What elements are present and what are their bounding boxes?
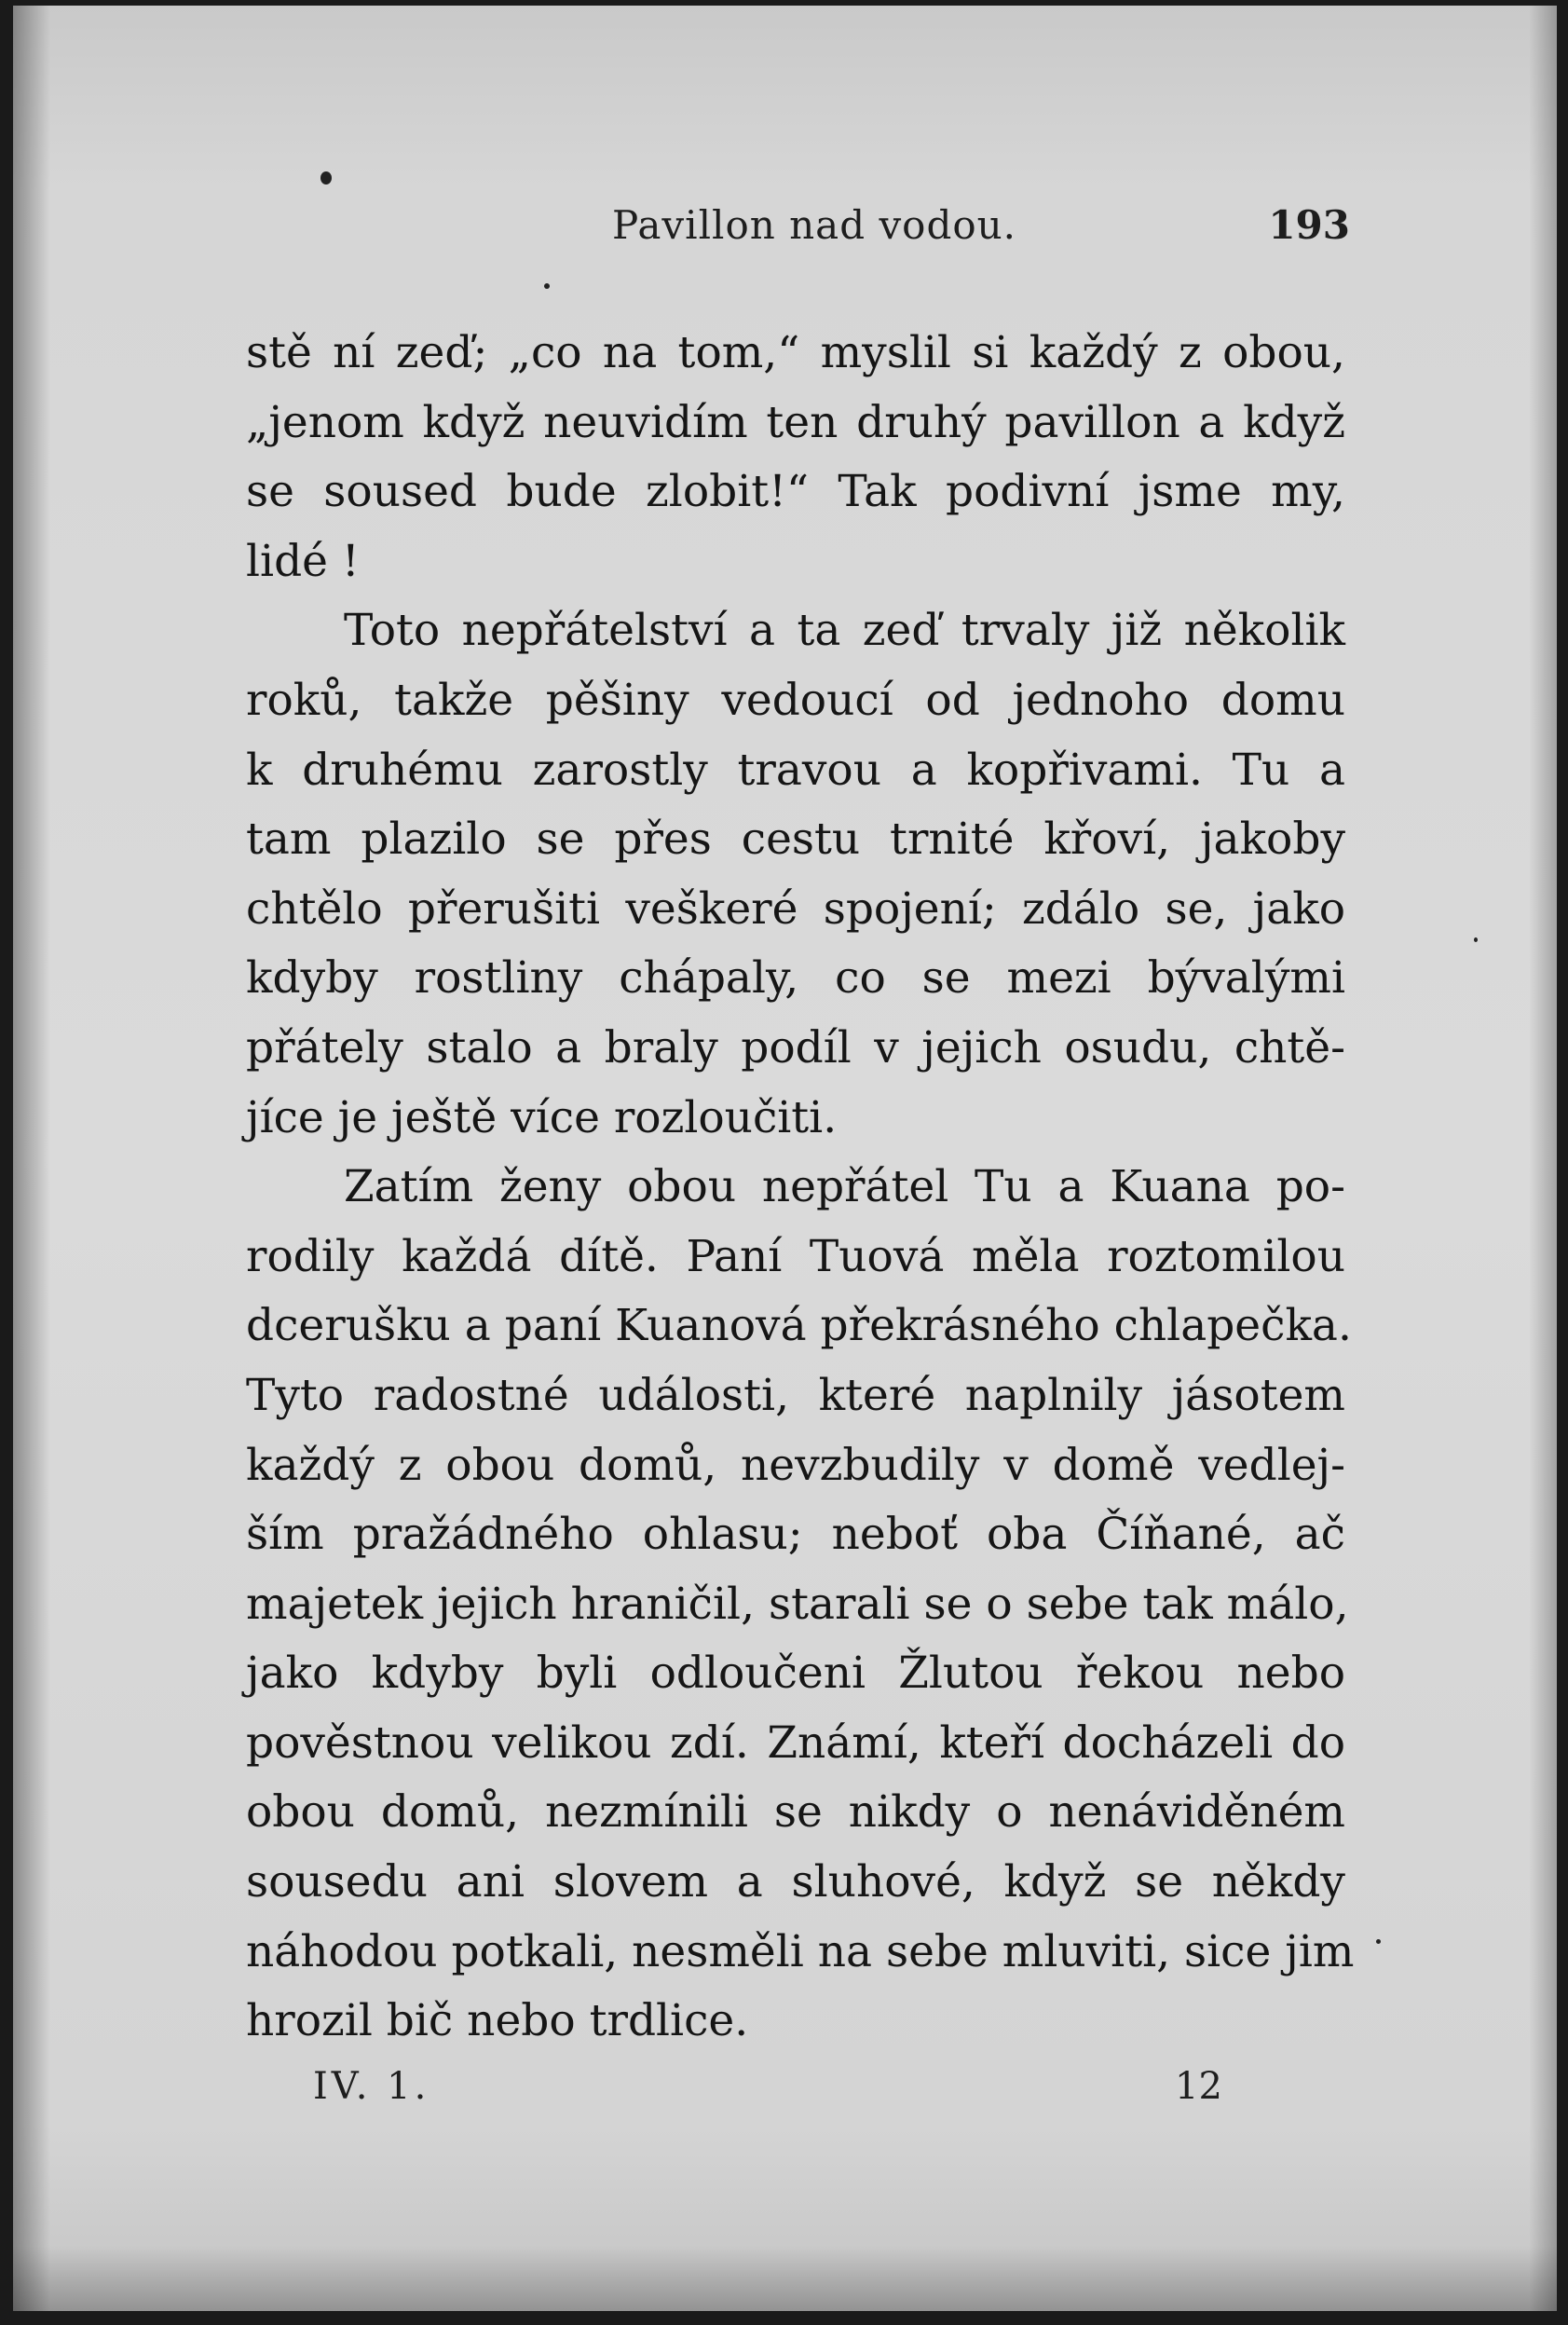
text-line: náhodou potkali, nesměli na sebe mluviti, sice jim (246, 1925, 1355, 1977)
text-line: obou domů, nezmínili se nikdy o nenáviděném (246, 1786, 1345, 1839)
bottom-edge-shadow (13, 2246, 1557, 2311)
text-line: „jenom když neuvidím ten druhý pavillon a když (246, 396, 1345, 448)
page-footer (313, 2065, 1245, 2121)
ink-speck (544, 283, 550, 289)
sheet-number: 12 (1175, 2065, 1222, 2108)
ink-speck (1474, 937, 1478, 942)
text-line: se soused bude zlobit!“ Tak podivní jsme my, (246, 466, 1345, 518)
text-line: sousedu ani slovem a sluhové, když se někdy (246, 1856, 1345, 1908)
book-page (13, 6, 1557, 2311)
ink-speck (320, 171, 332, 185)
text-line: tam plazilo se přes cestu trnité křoví, jakoby (246, 814, 1345, 866)
ink-speck (1376, 1939, 1381, 1944)
text-line: hrozil bič nebo trdlice. (246, 1995, 749, 2047)
text-line: jíce je ještě více rozloučiti. (246, 1091, 838, 1143)
text-line: roků, takže pěšiny vedoucí od jednoho domu (246, 674, 1345, 726)
text-line: Zatím ženy obou nepřátel Tu a Kuana po- (344, 1161, 1345, 1213)
text-line: stě ní zeď; „co na tom,“ myslil si každý z obou, (246, 327, 1345, 378)
printer-signature: IV. 1. (313, 2065, 430, 2108)
text-line: k druhému zarostly travou a kopřivami. Tu a (246, 744, 1345, 796)
text-line: Tyto radostné události, které naplnily jásotem (246, 1369, 1345, 1421)
text-line: jako kdyby byli odloučeni Žlutou řekou nebo (246, 1648, 1345, 1700)
running-head (232, 197, 1350, 253)
text-line: majetek jejich hraničil, starali se o sebe tak málo, (246, 1578, 1349, 1630)
text-line: chtělo přerušiti veškeré spojení; zdálo se, jako (246, 882, 1345, 935)
gutter-shadow (13, 6, 50, 2311)
text-line: Toto nepřátelství a ta zeď trvaly již několik (344, 605, 1345, 657)
text-line: každý z obou domů, nevzbudily v domě vedlej- (246, 1439, 1345, 1491)
text-line: lidé ! (246, 535, 360, 587)
page-number: 193 (1268, 202, 1350, 248)
text-line: ším pražádného ohlasu; neboť oba Číňané, ač (246, 1509, 1345, 1561)
text-line: pověstnou velikou zdí. Známí, kteří docházeli do (246, 1716, 1345, 1769)
text-line: přátely stalo a braly podíl v jejich osudu, chtě- (246, 1021, 1345, 1074)
body-text (246, 319, 1355, 2057)
edge-shadow (1529, 6, 1557, 2311)
text-line: kdyby rostliny chápaly, co se mezi bývalými (246, 952, 1345, 1005)
text-line: rodily každá dítě. Paní Tuová měla roztomilou (246, 1230, 1345, 1282)
text-line: dcerušku a paní Kuanová překrásného chlapečka. (246, 1300, 1352, 1352)
running-title: Pavillon nad vodou. (612, 202, 1017, 248)
